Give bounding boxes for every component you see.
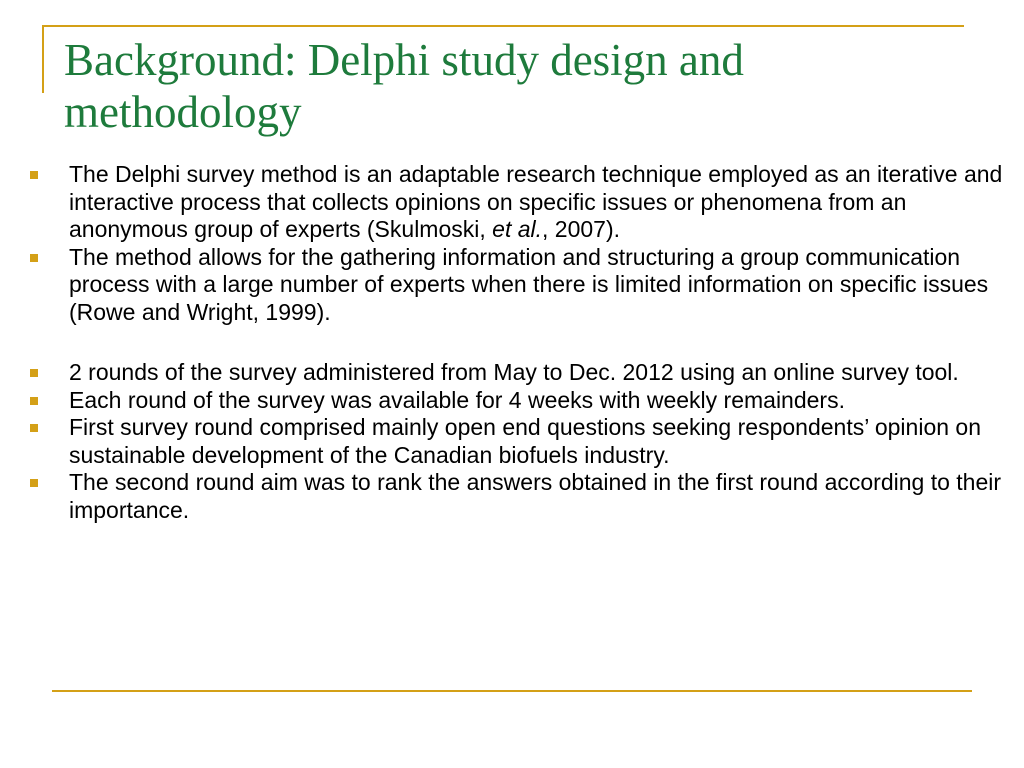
bottom-border-line — [52, 690, 972, 692]
bullet-item-method-allows — [30, 244, 1020, 327]
square-bullet-icon — [30, 397, 38, 405]
bullet-text: First survey round comprised mainly open end questions seeking respondents’ opinion on sustainable development of the Canadian biofuels industry. — [69, 414, 982, 468]
bullet-item-two-rounds — [30, 359, 1020, 387]
square-bullet-icon — [30, 479, 38, 487]
slide-title: Background: Delphi study design and methodology — [64, 35, 744, 137]
square-bullet-icon — [30, 369, 38, 377]
bullet-text: The Delphi survey method is an adaptable research technique employed as an iterative and interactive process that collects opinions on specific issues or phenomena from an anonymous group of experts (Skulmoski, — [69, 161, 1003, 242]
citation-et-al: et al. — [492, 216, 543, 242]
bullet-list — [30, 161, 1020, 524]
bullet-text: The second round aim was to rank the answers obtained in the first round according to their importance. — [69, 469, 1002, 523]
top-border-line — [42, 25, 964, 27]
bullet-item-each-round — [30, 387, 1020, 415]
left-border-line — [42, 25, 44, 93]
bullet-text: The method allows for the gathering information and structuring a group communication process with a large number of experts when there is limited information on specific issues (Rowe and Wright, 1999). — [69, 243, 989, 325]
bullet-text: 2 rounds of the survey administered from May to Dec. 2012 using an online survey tool. — [69, 359, 959, 385]
square-bullet-icon — [30, 254, 38, 262]
bullet-text: Each round of the survey was available for 4 weeks with weekly remainders. — [69, 386, 845, 413]
square-bullet-icon — [30, 171, 38, 179]
bullet-text-end: , 2007). — [542, 216, 621, 242]
bullet-item-second-round — [30, 469, 1020, 524]
square-bullet-icon — [30, 424, 38, 432]
bullet-item-delphi-method — [30, 161, 1020, 244]
bullet-item-first-round — [30, 414, 1020, 469]
